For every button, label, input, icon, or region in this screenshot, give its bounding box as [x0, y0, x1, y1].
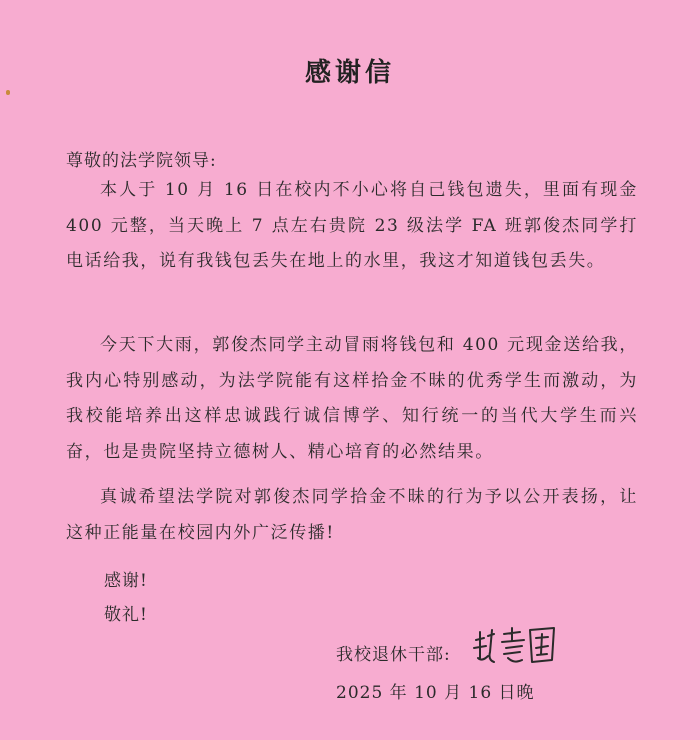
- handwritten-signature: [470, 618, 560, 678]
- letter-title: 感谢信: [304, 58, 395, 88]
- closing-salute: 敬礼!: [104, 605, 148, 625]
- letter-paragraph-1: 本人于 10 月 16 日在校内不小心将自己钱包遗失，里面有现金 400 元整，当天晚上 7 点左右贵院 23 级法学 FA 班郭俊杰同学打电话给我，说有我钱包丢失在地上的水里，我这才知道钱包丢失。: [66, 180, 638, 271]
- letter-date: 2025 年 10 月 16 日晚: [336, 683, 535, 703]
- letter-paragraph-3: 真诚希望法学院对郭俊杰同学拾金不昧的行为予以公开表扬，让这种正能量在校园内外广泛传播!: [66, 487, 638, 543]
- paper-mark: [6, 90, 10, 95]
- letter-greeting: 尊敬的法学院领导:: [66, 151, 217, 171]
- letter-paragraph-2: 今天下大雨，郭俊杰同学主动冒雨将钱包和 400 元现金送给我，我内心特别感动，为法学院能有这样拾金不昧的优秀学生而激动，为我校能培养出这样忠诚践行诚信博学、知行统一的当代大学生而兴奋，也是贵院坚持立德树人、精心培育的必然结果。: [66, 335, 638, 462]
- closing-thanks: 感谢!: [104, 571, 148, 591]
- signer-label: 我校退休干部:: [336, 645, 451, 665]
